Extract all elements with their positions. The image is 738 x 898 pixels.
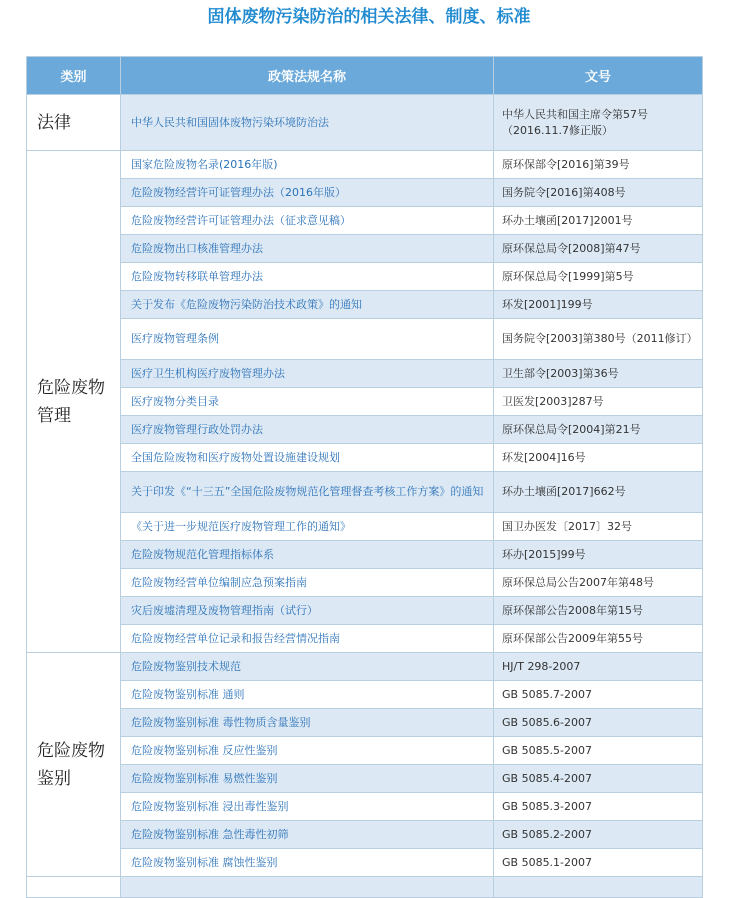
table-row bbox=[27, 513, 703, 541]
regulation-name: 《关于进一步规范医疗废物管理工作的通知》 bbox=[121, 513, 494, 541]
doc-number: 国卫办医发〔2017〕32号 bbox=[494, 513, 703, 541]
table-row bbox=[27, 472, 703, 513]
doc-number: 国务院令[2003]第380号（2011修订） bbox=[494, 319, 703, 360]
doc-number-partial bbox=[494, 877, 703, 898]
doc-number: 环发[2004]16号 bbox=[494, 444, 703, 472]
table-row bbox=[27, 541, 703, 569]
regulation-name: 危险废物鉴别标准 急性毒性初筛 bbox=[121, 821, 494, 849]
table-row bbox=[27, 444, 703, 472]
table-row bbox=[27, 793, 703, 821]
doc-number: 环办[2015]99号 bbox=[494, 541, 703, 569]
category-cell-partial bbox=[27, 877, 121, 898]
regulation-name: 医疗废物管理行政处罚办法 bbox=[121, 416, 494, 444]
doc-number: 环办土壤函[2017]662号 bbox=[494, 472, 703, 513]
doc-number: GB 5085.7-2007 bbox=[494, 681, 703, 709]
regulation-name: 危险废物鉴别标准 腐蚀性鉴别 bbox=[121, 849, 494, 877]
table-row bbox=[27, 263, 703, 291]
doc-number: 国务院令[2016]第408号 bbox=[494, 179, 703, 207]
table-row bbox=[27, 737, 703, 765]
regulation-name: 关于印发《“十三五”全国危险废物规范化管理督查考核工作方案》的通知 bbox=[121, 472, 494, 513]
doc-number: GB 5085.2-2007 bbox=[494, 821, 703, 849]
table-header-row bbox=[27, 57, 703, 95]
table-row bbox=[27, 653, 703, 681]
regulation-name: 医疗废物管理条例 bbox=[121, 319, 494, 360]
regulation-name: 危险废物转移联单管理办法 bbox=[121, 263, 494, 291]
regulation-name: 危险废物鉴别技术规范 bbox=[121, 653, 494, 681]
table-row bbox=[27, 625, 703, 653]
regulation-name: 危险废物规范化管理指标体系 bbox=[121, 541, 494, 569]
table-row bbox=[27, 597, 703, 625]
regulation-name: 危险废物鉴别标准 易燃性鉴别 bbox=[121, 765, 494, 793]
doc-number: 原环保部公告2008年第15号 bbox=[494, 597, 703, 625]
category-cell-hazardous-waste-management: 危险废物管理 bbox=[27, 151, 121, 653]
table-row bbox=[27, 849, 703, 877]
page-title: 固体废物污染防治的相关法律、制度、标准 bbox=[207, 7, 531, 27]
table-row bbox=[27, 291, 703, 319]
regulation-name: 危险废物经营许可证管理办法（2016年版） bbox=[121, 179, 494, 207]
category-cell-hazardous-waste-identification: 危险废物鉴别 bbox=[27, 653, 121, 877]
table-row bbox=[27, 709, 703, 737]
table-row bbox=[27, 207, 703, 235]
table-row bbox=[27, 681, 703, 709]
regulation-name-partial bbox=[121, 877, 494, 898]
doc-number: GB 5085.4-2007 bbox=[494, 765, 703, 793]
category-cell-law: 法律 bbox=[27, 95, 121, 151]
table-row bbox=[27, 416, 703, 444]
header-name: 政策法规名称 bbox=[121, 57, 494, 95]
header-category: 类别 bbox=[27, 57, 121, 95]
doc-number: 原环保总局令[2008]第47号 bbox=[494, 235, 703, 263]
regulation-name: 危险废物经营单位编制应急预案指南 bbox=[121, 569, 494, 597]
regulation-name: 危险废物鉴别标准 反应性鉴别 bbox=[121, 737, 494, 765]
regulation-name: 医疗废物分类目录 bbox=[121, 388, 494, 416]
doc-number: 原环保总局公告2007年第48号 bbox=[494, 569, 703, 597]
table-row bbox=[27, 179, 703, 207]
doc-number: GB 5085.1-2007 bbox=[494, 849, 703, 877]
doc-number: 卫生部令[2003]第36号 bbox=[494, 360, 703, 388]
table-row bbox=[27, 95, 703, 151]
regulation-name: 危险废物出口核准管理办法 bbox=[121, 235, 494, 263]
doc-number: 中华人民共和国主席令第57号（2016.11.7修正版） bbox=[494, 95, 703, 151]
doc-number: 原环保部令[2016]第39号 bbox=[494, 151, 703, 179]
header-doc-number: 文号 bbox=[494, 57, 703, 95]
doc-number: 原环保部公告2009年第55号 bbox=[494, 625, 703, 653]
regulation-name: 危险废物鉴别标准 毒性物质含量鉴别 bbox=[121, 709, 494, 737]
table-row bbox=[27, 765, 703, 793]
regulation-name: 国家危险废物名录(2016年版) bbox=[121, 151, 494, 179]
doc-number: HJ/T 298-2007 bbox=[494, 653, 703, 681]
doc-number: GB 5085.5-2007 bbox=[494, 737, 703, 765]
table-row bbox=[27, 360, 703, 388]
regulation-name: 关于发布《危险废物污染防治技术政策》的通知 bbox=[121, 291, 494, 319]
regulation-name: 危险废物鉴别标准 浸出毒性鉴别 bbox=[121, 793, 494, 821]
table-row bbox=[27, 319, 703, 360]
regulation-name: 全国危险废物和医疗废物处置设施建设规划 bbox=[121, 444, 494, 472]
regulation-name: 灾后废墟清理及废物管理指南（试行） bbox=[121, 597, 494, 625]
regulation-name: 危险废物鉴别标准 通则 bbox=[121, 681, 494, 709]
doc-number: 环办土壤函[2017]2001号 bbox=[494, 207, 703, 235]
regulation-name: 危险废物经营许可证管理办法（征求意见稿） bbox=[121, 207, 494, 235]
regulations-table bbox=[26, 56, 703, 898]
table-row bbox=[27, 821, 703, 849]
doc-number: 环发[2001]199号 bbox=[494, 291, 703, 319]
table-row bbox=[27, 151, 703, 179]
table-row bbox=[27, 388, 703, 416]
table-row bbox=[27, 569, 703, 597]
table-row-partial bbox=[27, 877, 703, 898]
doc-number: GB 5085.3-2007 bbox=[494, 793, 703, 821]
doc-number: 原环保总局令[1999]第5号 bbox=[494, 263, 703, 291]
table-row bbox=[27, 235, 703, 263]
regulation-name: 医疗卫生机构医疗废物管理办法 bbox=[121, 360, 494, 388]
regulation-name: 中华人民共和国固体废物污染环境防治法 bbox=[121, 95, 494, 151]
regulation-name: 危险废物经营单位记录和报告经营情况指南 bbox=[121, 625, 494, 653]
doc-number: GB 5085.6-2007 bbox=[494, 709, 703, 737]
doc-number: 原环保总局令[2004]第21号 bbox=[494, 416, 703, 444]
doc-number: 卫医发[2003]287号 bbox=[494, 388, 703, 416]
